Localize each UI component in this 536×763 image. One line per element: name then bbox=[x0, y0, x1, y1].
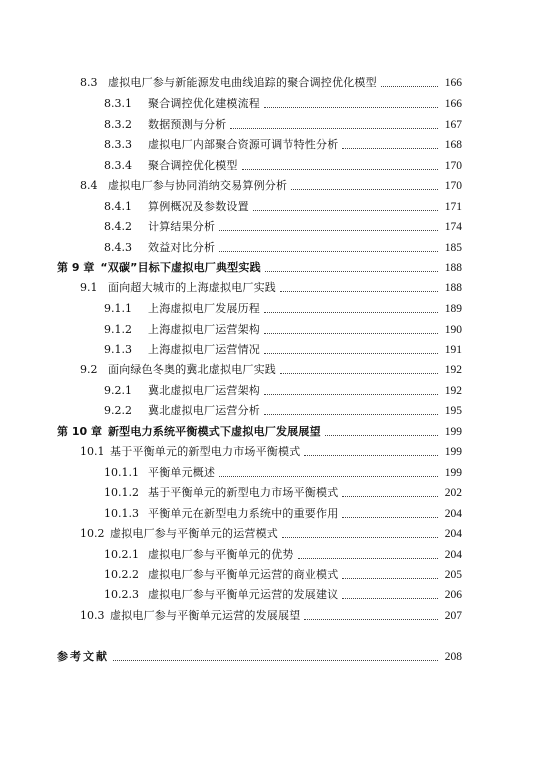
toc-title: 上海虚拟电厂运营情况 bbox=[148, 343, 260, 356]
toc-title: 虚拟电厂参与平衡单元运营的商业模式 bbox=[148, 568, 339, 581]
toc-number: 9.1 bbox=[80, 281, 98, 294]
toc-section[interactable] bbox=[0, 360, 536, 380]
toc-title: 虚拟电厂参与平衡单元的优势 bbox=[148, 548, 294, 561]
toc-page-number: 174 bbox=[444, 221, 462, 233]
toc-page-number: 188 bbox=[444, 262, 462, 274]
toc-number: 10.2.2 bbox=[104, 568, 139, 581]
toc-title: 聚合调控优化模型 bbox=[148, 159, 238, 172]
toc-title: 上海虚拟电厂发展历程 bbox=[148, 302, 260, 315]
dot-leader bbox=[280, 290, 438, 292]
toc-page-number: 167 bbox=[444, 119, 462, 131]
toc-section[interactable] bbox=[0, 606, 536, 626]
toc-number: 9.1.2 bbox=[104, 323, 132, 336]
toc-number: 8.3 bbox=[80, 76, 98, 89]
toc-page-number: 204 bbox=[444, 549, 462, 561]
toc-page-number: 206 bbox=[444, 589, 462, 601]
dot-leader bbox=[230, 127, 438, 129]
toc-number: 8.3.2 bbox=[104, 118, 132, 131]
toc-title: 算例概况及参数设置 bbox=[148, 200, 249, 213]
toc-title: 平衡单元概述 bbox=[148, 466, 216, 479]
toc-title: “双碳”目标下虚拟电厂典型实践 bbox=[100, 261, 261, 274]
toc-subsection[interactable] bbox=[0, 565, 536, 585]
dot-leader bbox=[325, 434, 438, 436]
toc-number: 10.1.1 bbox=[104, 466, 139, 479]
toc-page-number: 185 bbox=[444, 242, 462, 254]
toc-number: 9.1.3 bbox=[104, 343, 132, 356]
toc-number: 第 9 章 bbox=[57, 261, 95, 274]
toc-number: 8.4.2 bbox=[104, 220, 132, 233]
toc-subsection[interactable] bbox=[0, 483, 536, 503]
toc-page-number: 168 bbox=[444, 139, 462, 151]
dot-leader bbox=[264, 332, 438, 334]
toc-subsection[interactable] bbox=[0, 463, 536, 483]
dot-leader bbox=[264, 413, 438, 415]
dot-leader bbox=[304, 618, 438, 620]
toc-number: 8.4.1 bbox=[104, 200, 132, 213]
toc-title: 聚合调控优化建模流程 bbox=[148, 97, 260, 110]
toc-page-number: 208 bbox=[444, 651, 462, 663]
toc-title: 虚拟电厂参与平衡单元运营的发展展望 bbox=[110, 609, 301, 622]
toc-page-number: 170 bbox=[444, 160, 462, 172]
toc-page-number: 188 bbox=[444, 282, 462, 294]
dot-leader bbox=[280, 372, 438, 374]
toc-number: 10.1.2 bbox=[104, 486, 139, 499]
toc-number: 8.3.3 bbox=[104, 138, 132, 151]
toc-section[interactable] bbox=[0, 442, 536, 462]
toc-title: 基于平衡单元的新型电力市场平衡模式 bbox=[148, 486, 339, 499]
toc-subsection[interactable] bbox=[0, 381, 536, 401]
toc-page-number: 191 bbox=[444, 344, 462, 356]
dot-leader bbox=[291, 188, 438, 190]
toc-page-number: 195 bbox=[444, 405, 462, 417]
toc-number: 10.1 bbox=[80, 445, 105, 458]
dot-leader bbox=[342, 495, 438, 497]
toc-title: 新型电力系统平衡模式下虚拟电厂发展展望 bbox=[107, 425, 321, 438]
toc-title: 基于平衡单元的新型电力市场平衡模式 bbox=[110, 445, 301, 458]
toc-title: 效益对比分析 bbox=[148, 241, 216, 254]
toc-number: 9.2 bbox=[80, 363, 98, 376]
toc-title: 冀北虚拟电厂运营分析 bbox=[148, 404, 260, 417]
toc-number: 8.4 bbox=[80, 179, 98, 192]
toc-page-number: 192 bbox=[444, 364, 462, 376]
toc-subsection[interactable] bbox=[0, 115, 536, 135]
dot-leader bbox=[264, 106, 438, 108]
toc-title: 虚拟电厂参与平衡单元运营的发展建议 bbox=[148, 588, 339, 601]
dot-leader bbox=[264, 393, 438, 395]
dot-leader bbox=[282, 536, 438, 538]
toc-page-number: 190 bbox=[444, 324, 462, 336]
toc-page-number: 166 bbox=[444, 98, 462, 110]
dot-leader bbox=[342, 147, 438, 149]
toc-page-number: 192 bbox=[444, 385, 462, 397]
toc-title: 虚拟电厂参与新能源发电曲线追踪的聚合调控优化模型 bbox=[108, 76, 377, 89]
toc-title: 上海虚拟电厂运营架构 bbox=[148, 323, 260, 336]
dot-leader bbox=[113, 659, 438, 661]
toc-number: 10.2 bbox=[80, 527, 105, 540]
toc-section[interactable] bbox=[0, 176, 536, 196]
toc-chapter[interactable] bbox=[0, 422, 536, 442]
toc-subsection[interactable] bbox=[0, 238, 536, 258]
toc-page-number: 204 bbox=[444, 528, 462, 540]
toc-number: 10.2.3 bbox=[104, 588, 139, 601]
toc-subsection[interactable] bbox=[0, 299, 536, 319]
toc-subsection[interactable] bbox=[0, 94, 536, 114]
toc-page-number: 189 bbox=[444, 303, 462, 315]
toc-page-number: 204 bbox=[444, 508, 462, 520]
toc-section[interactable] bbox=[0, 73, 536, 93]
dot-leader bbox=[219, 250, 438, 252]
toc-subsection[interactable] bbox=[0, 340, 536, 360]
toc-section[interactable] bbox=[0, 524, 536, 544]
dot-leader bbox=[304, 454, 438, 456]
dot-leader bbox=[342, 577, 438, 579]
dot-leader bbox=[265, 270, 438, 272]
toc-title: 计算结果分析 bbox=[148, 220, 216, 233]
toc-page-number: 170 bbox=[444, 180, 462, 192]
toc-title: 虚拟电厂参与平衡单元的运营模式 bbox=[110, 527, 278, 540]
toc-title: 平衡单元在新型电力系统中的重要作用 bbox=[148, 507, 339, 520]
toc-number: 9.1.1 bbox=[104, 302, 132, 315]
toc-number: 8.3.4 bbox=[104, 159, 132, 172]
toc-title: 虚拟电厂参与协同消纳交易算例分析 bbox=[108, 179, 288, 192]
dot-leader bbox=[242, 168, 438, 170]
dot-leader bbox=[298, 557, 438, 559]
toc-number: 第 10 章 bbox=[57, 425, 102, 438]
toc-references[interactable] bbox=[0, 647, 536, 667]
toc-subsection[interactable] bbox=[0, 320, 536, 340]
dot-leader bbox=[219, 229, 438, 231]
toc-section[interactable] bbox=[0, 278, 536, 298]
dot-leader bbox=[342, 516, 438, 518]
dot-leader bbox=[342, 597, 438, 599]
toc-number: 10.3 bbox=[80, 609, 105, 622]
toc-chapter[interactable] bbox=[0, 258, 536, 278]
dot-leader bbox=[264, 311, 438, 313]
toc-title: 面向超大城市的上海虚拟电厂实践 bbox=[108, 281, 276, 294]
toc-page-number: 202 bbox=[444, 487, 462, 499]
toc-title: 数据预测与分析 bbox=[148, 118, 227, 131]
toc-page-number: 199 bbox=[444, 426, 462, 438]
toc-number: 8.4.3 bbox=[104, 241, 132, 254]
dot-leader bbox=[381, 85, 438, 87]
toc-subsection[interactable] bbox=[0, 401, 536, 421]
toc-number: 9.2.1 bbox=[104, 384, 132, 397]
dot-leader bbox=[253, 209, 438, 211]
toc-number: 10.2.1 bbox=[104, 548, 139, 561]
toc-title: 冀北虚拟电厂运营架构 bbox=[148, 384, 260, 397]
toc-page-number: 166 bbox=[444, 77, 462, 89]
toc-subsection[interactable] bbox=[0, 135, 536, 155]
toc-subsection[interactable] bbox=[0, 217, 536, 237]
toc-title: 虚拟电厂内部聚合资源可调节特性分析 bbox=[148, 138, 339, 151]
toc-subsection[interactable] bbox=[0, 504, 536, 524]
toc-number: 8.3.1 bbox=[104, 97, 132, 110]
toc-subsection[interactable] bbox=[0, 545, 536, 565]
toc-number: 9.2.2 bbox=[104, 404, 132, 417]
toc-page-number: 199 bbox=[444, 467, 462, 479]
toc-subsection[interactable] bbox=[0, 156, 536, 176]
toc-title: 参考文献 bbox=[57, 650, 109, 663]
toc-page-number: 171 bbox=[444, 201, 462, 213]
toc-subsection[interactable] bbox=[0, 585, 536, 605]
dot-leader bbox=[264, 352, 438, 354]
toc-page-number: 205 bbox=[444, 569, 462, 581]
toc-page-number: 207 bbox=[444, 610, 462, 622]
toc-subsection[interactable] bbox=[0, 197, 536, 217]
toc-number: 10.1.3 bbox=[104, 507, 139, 520]
dot-leader bbox=[219, 475, 438, 477]
toc-page-number: 199 bbox=[444, 446, 462, 458]
toc-title: 面向绿色冬奥的冀北虚拟电厂实践 bbox=[108, 363, 276, 376]
